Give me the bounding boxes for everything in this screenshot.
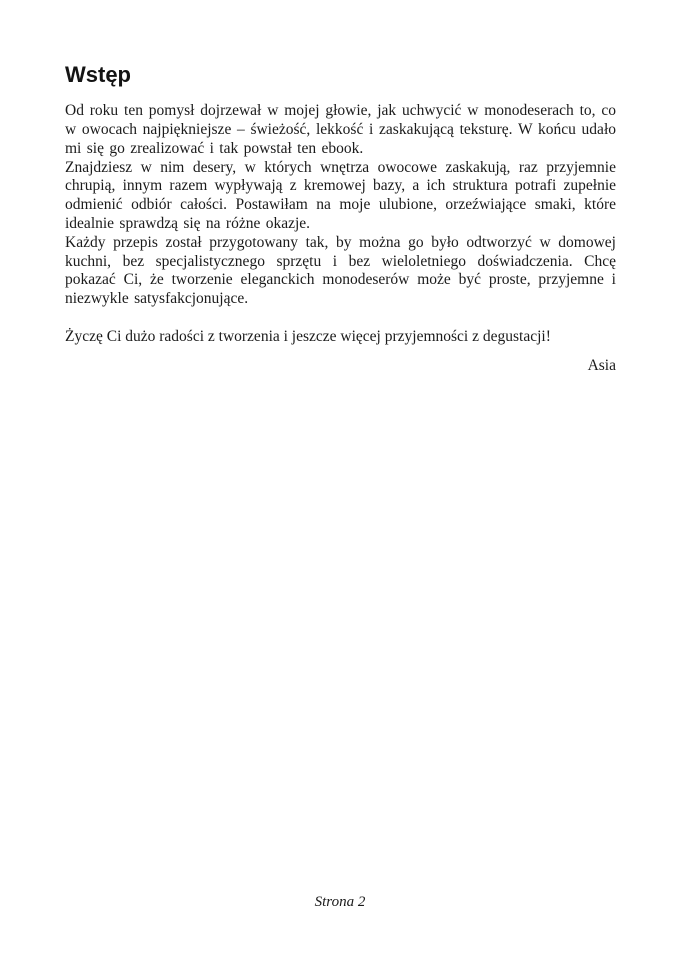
- paragraph-closing-wish: Życzę Ci dużo radości z tworzenia i jeszcze więcej przyjemności z degustacji!: [65, 328, 551, 346]
- page-heading: Wstęp: [65, 62, 131, 87]
- author-signature: Asia: [587, 356, 616, 374]
- paragraph-desserts: Znajdziesz w nim desery, w których wnętrza owocowe zaskakują, raz przyjemnie chrupią, innym razem wypływają z kremowej bazy, a ich struktura potrafi zupełnie odmienić odbiór całości. Postawiłam na moje ulubione, orzeźwiające smaki, które idealnie sprawdzą się na różne okazje.: [65, 158, 616, 233]
- page-number-footer: Strona 2: [314, 894, 366, 910]
- paragraph-recipes: Każdy przepis został przygotowany tak, by można go było odtworzyć w domowej kuchni, bez specjalistycznego sprzętu i bez wieloletniego doświadczenia. Chcę pokazać Ci, że tworzenie eleganckich monodeserów może być proste, przyjemne i niezwykle satysfakcjonujące.: [65, 233, 616, 308]
- paragraph-intro: Od roku ten pomysł dojrzewał w mojej głowie, jak uchwycić w monodeserach to, co w owocach najpiękniejsze – świeżość, lekkość i zaskakującą teksturę. W końcu udało mi się go zrealizować i tak powstał ten ebook.: [65, 102, 616, 157]
- body-text: [65, 102, 616, 347]
